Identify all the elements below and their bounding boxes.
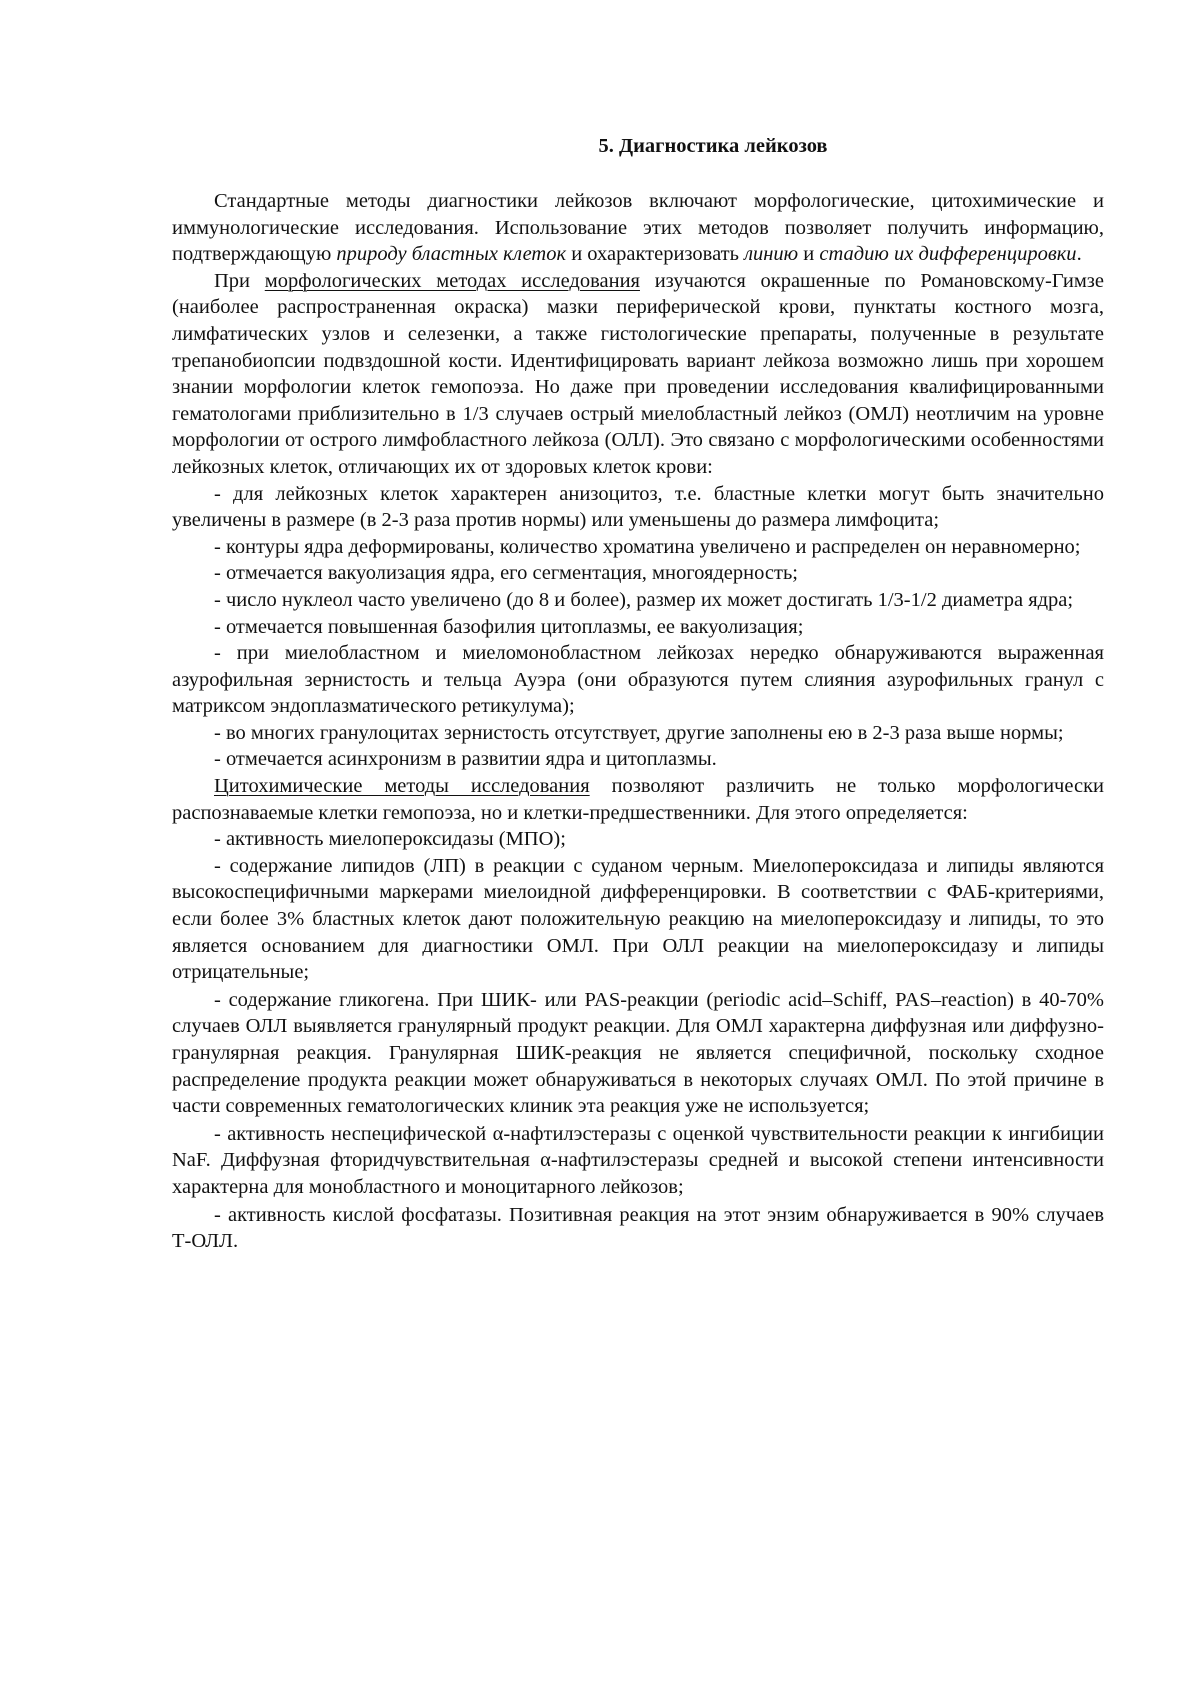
cytochemistry-list-item: - содержание гликогена. При ШИК- или PAS-реакции (periodic acid–Schiff, PAS–reaction) в 40-70% случаев ОЛЛ выявляется гранулярный продукт реакции. Для ОМЛ характерна диффузная или диффузно-гранулярная реакция. Гранулярная ШИК-реакция не является специфичной, поскольку сходное распределение продукта реакции может обнаруживаться в некоторых случаях ОМЛ. По этой причине в части современных гематологических клиник эта реакция уже не используется; <box>172 988 1104 1118</box>
morphology-lead: При <box>214 269 265 292</box>
cytochemistry-list-item: - активность миелопероксидазы (МПО); <box>214 828 566 851</box>
cytochemistry-list-item: - активность кислой фосфатазы. Позитивная реакция на этот энзим обнаруживается в 90% случаев Т-ОЛЛ. <box>172 1203 1104 1253</box>
intro-text-1: Стандартные методы диагностики лейкозов включают морфологические, цитохимические и иммунологические исследования. Использование этих методов позволяет получить информацию, подтверждающую <box>172 190 1104 266</box>
cytochemistry-methods-heading: Цитохимические методы исследования <box>214 775 590 798</box>
morphology-list-item: - для лейкозных клеток характерен анизоцитоз, т.е. бластные клетки могут быть значительно увеличены в размере (в 2-3 раза против нормы) или уменьшены до размера лимфоцита; <box>172 482 1104 532</box>
morphology-methods-heading: морфологических методах исследования <box>264 269 640 292</box>
morphology-list-item: - при миелобластном и миеломонобластном лейкозах нередко обнаруживаются выраженная азурофильная зернистость и тельца Ауэра (они образуются путем слияния азурофильных гранул с матриксом эндоплазматического ретикулума); <box>172 642 1104 718</box>
cytochemistry-list-item: - активность неспецифической α-нафтилэстеразы с оценкой чувствительности реакции к ингибиции NaF. Диффузная фторидчувствительная α-нафтилэстеразы средней и высокой степени интенсивности характерна для монобластного и моноцитарного лейкозов; <box>172 1122 1104 1198</box>
intro-emphasis-1: природу бластных клеток <box>336 243 567 266</box>
morphology-text: изучаются окрашенные по Романовскому-Гимзе (наиболее распространенная окраска) мазки периферической крови, пунктаты костного мозга, лимфатических узлов и селезенки, а также гистологические препараты, полученные в результате трепанобиопсии подвздошной кости. Идентифицировать вариант лейкоза возможно лишь при хорошем знании морфологии клеток гемопоэза. Но даже при проведении исследования квалифицированными гематологами приблизительно в 1/3 случаев острый миелобластный лейкоз (ОМЛ) неотличим на уровне морфологии от острого лимфобластного лейкоза (ОЛЛ). Это связано с морфологическими особенностями лейкозных клеток, отличающих их от здоровых клеток крови: <box>172 269 1104 478</box>
morphology-list-item: - отмечается асинхронизм в развитии ядра и цитоплазмы. <box>214 748 717 771</box>
morphology-paragraph <box>172 268 1104 481</box>
section-title: 5. Диагностика лейкозов <box>598 135 828 157</box>
intro-emphasis-3: стадию их дифференцировки <box>819 243 1077 266</box>
intro-text-4: . <box>1076 243 1082 266</box>
cytochemistry-paragraph <box>172 773 1104 826</box>
morphology-list-item: - отмечается вакуолизация ядра, его сегментация, многоядерность; <box>214 562 798 585</box>
intro-paragraph <box>172 188 1104 268</box>
morphology-list-item: - отмечается повышенная базофилия цитоплазмы, ее вакуолизация; <box>214 615 804 638</box>
intro-text-3: и <box>798 243 820 266</box>
intro-text-2: и охарактеризовать <box>566 243 745 266</box>
cytochemistry-text: позволяют различить не только морфологически распознаваемые клетки гемопоэза, но и клетки-предшественники. Для этого определяется: <box>172 775 1104 824</box>
cytochemistry-list-item: - содержание липидов (ЛП) в реакции с суданом черным. Миелопероксидаза и липиды являются высокоспецифичными маркерами миелоидной дифференцировки. В соответствии с ФАБ-критериями, если более 3% бластных клеток дают положительную реакцию на миелопероксидазу и липиды, то это является основанием для диагностики ОМЛ. При ОЛЛ реакции на миелопероксидазу и липиды отрицательные; <box>172 854 1104 984</box>
morphology-list-item: - число нуклеол часто увеличено (до 8 и более), размер их может достигать 1/3-1/2 диаметра ядра; <box>214 588 1074 611</box>
morphology-list-item: - контуры ядра деформированы, количество хроматина увеличено и распределен он неравномерно; <box>214 535 1081 558</box>
intro-emphasis-2: линию <box>744 243 799 266</box>
document-page <box>172 133 1104 1255</box>
morphology-list-item: - во многих гранулоцитах зернистость отсутствует, другие заполнены ею в 2-3 раза выше нормы; <box>214 721 1064 744</box>
